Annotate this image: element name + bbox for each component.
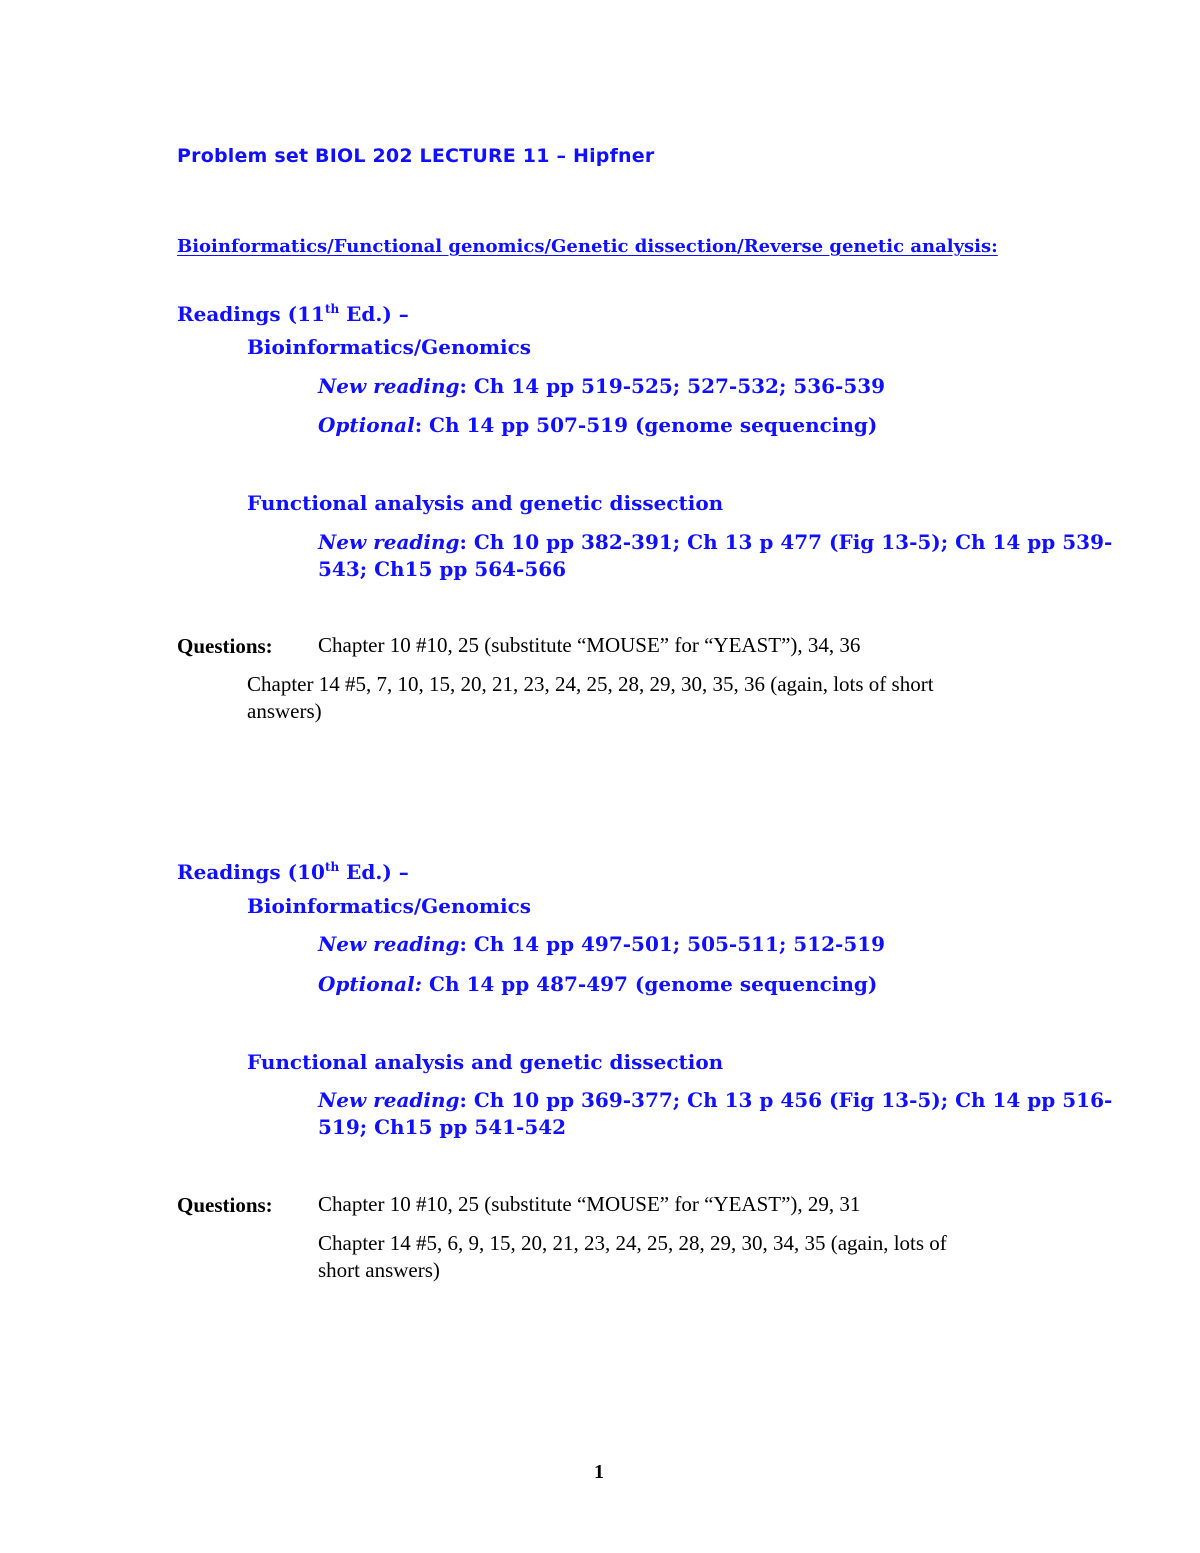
questions-ch14-10th-line2: short answers) bbox=[318, 1258, 440, 1282]
readings-10th-suffix: Ed.) – bbox=[339, 860, 409, 884]
readings-10th-heading bbox=[177, 853, 409, 886]
new-reading-label: New reading bbox=[318, 932, 460, 956]
func-new-reading-11th-line1 bbox=[318, 528, 1112, 556]
functional-heading-11th: Functional analysis and genetic dissection bbox=[247, 491, 724, 515]
new-reading-label: New reading bbox=[318, 374, 460, 398]
readings-11th-heading bbox=[177, 295, 409, 328]
questions-label-11th: Questions: bbox=[177, 634, 273, 658]
bio-optional-reading-11th bbox=[318, 411, 877, 439]
questions-label-10th: Questions: bbox=[177, 1193, 273, 1217]
page-number: 1 bbox=[594, 1461, 604, 1483]
functional-heading-10th: Functional analysis and genetic dissection bbox=[247, 1050, 724, 1074]
optional-text: Ch 14 pp 487-497 (genome sequencing) bbox=[422, 972, 878, 996]
questions-ch14-11th-line2: answers) bbox=[247, 699, 322, 723]
new-reading-text: : Ch 10 pp 382-391; Ch 13 p 477 (Fig 13-5); Ch 14 pp 539- bbox=[459, 530, 1113, 554]
optional-text: : Ch 14 pp 507-519 (genome sequencing) bbox=[414, 413, 878, 437]
readings-10th-prefix: Readings (10 bbox=[177, 860, 325, 884]
func-new-reading-10th-line2: 519; Ch15 pp 541-542 bbox=[318, 1115, 567, 1139]
readings-11th-suffix: Ed.) – bbox=[339, 302, 409, 326]
topic-heading: Bioinformatics/Functional genomics/Genetic dissection/Reverse genetic analysis: bbox=[177, 236, 998, 257]
bioinformatics-heading-11th: Bioinformatics/Genomics bbox=[247, 335, 532, 359]
questions-ch10-11th: Chapter 10 #10, 25 (substitute “MOUSE” for “YEAST”), 34, 36 bbox=[318, 633, 861, 657]
questions-ch14-11th-line1: Chapter 14 #5, 7, 10, 15, 20, 21, 23, 24, 25, 28, 29, 30, 35, 36 (again, lots of short bbox=[247, 672, 934, 696]
func-new-reading-10th-line1 bbox=[318, 1086, 1112, 1114]
readings-10th-sup: th bbox=[324, 860, 340, 874]
new-reading-text: : Ch 10 pp 369-377; Ch 13 p 456 (Fig 13-5); Ch 14 pp 516- bbox=[459, 1088, 1113, 1112]
page-title: Problem set BIOL 202 LECTURE 11 – Hipfner bbox=[177, 145, 655, 167]
questions-ch10-10th: Chapter 10 #10, 25 (substitute “MOUSE” for “YEAST”), 29, 31 bbox=[318, 1192, 861, 1216]
readings-11th-prefix: Readings (11 bbox=[177, 302, 325, 326]
new-reading-text: : Ch 14 pp 497-501; 505-511; 512-519 bbox=[459, 932, 886, 956]
bio-new-reading-10th bbox=[318, 930, 885, 958]
bioinformatics-heading-10th: Bioinformatics/Genomics bbox=[247, 894, 532, 918]
optional-label: Optional: bbox=[318, 972, 423, 996]
func-new-reading-11th-line2: 543; Ch15 pp 564-566 bbox=[318, 557, 567, 581]
bio-optional-reading-10th bbox=[318, 970, 877, 998]
readings-11th-sup: th bbox=[324, 302, 340, 316]
new-reading-text: : Ch 14 pp 519-525; 527-532; 536-539 bbox=[459, 374, 886, 398]
new-reading-label: New reading bbox=[318, 1088, 460, 1112]
optional-label: Optional bbox=[318, 413, 415, 437]
bio-new-reading-11th bbox=[318, 372, 885, 400]
new-reading-label: New reading bbox=[318, 530, 460, 554]
questions-ch14-10th-line1: Chapter 14 #5, 6, 9, 15, 20, 21, 23, 24, 25, 28, 29, 30, 34, 35 (again, lots of bbox=[318, 1231, 947, 1255]
